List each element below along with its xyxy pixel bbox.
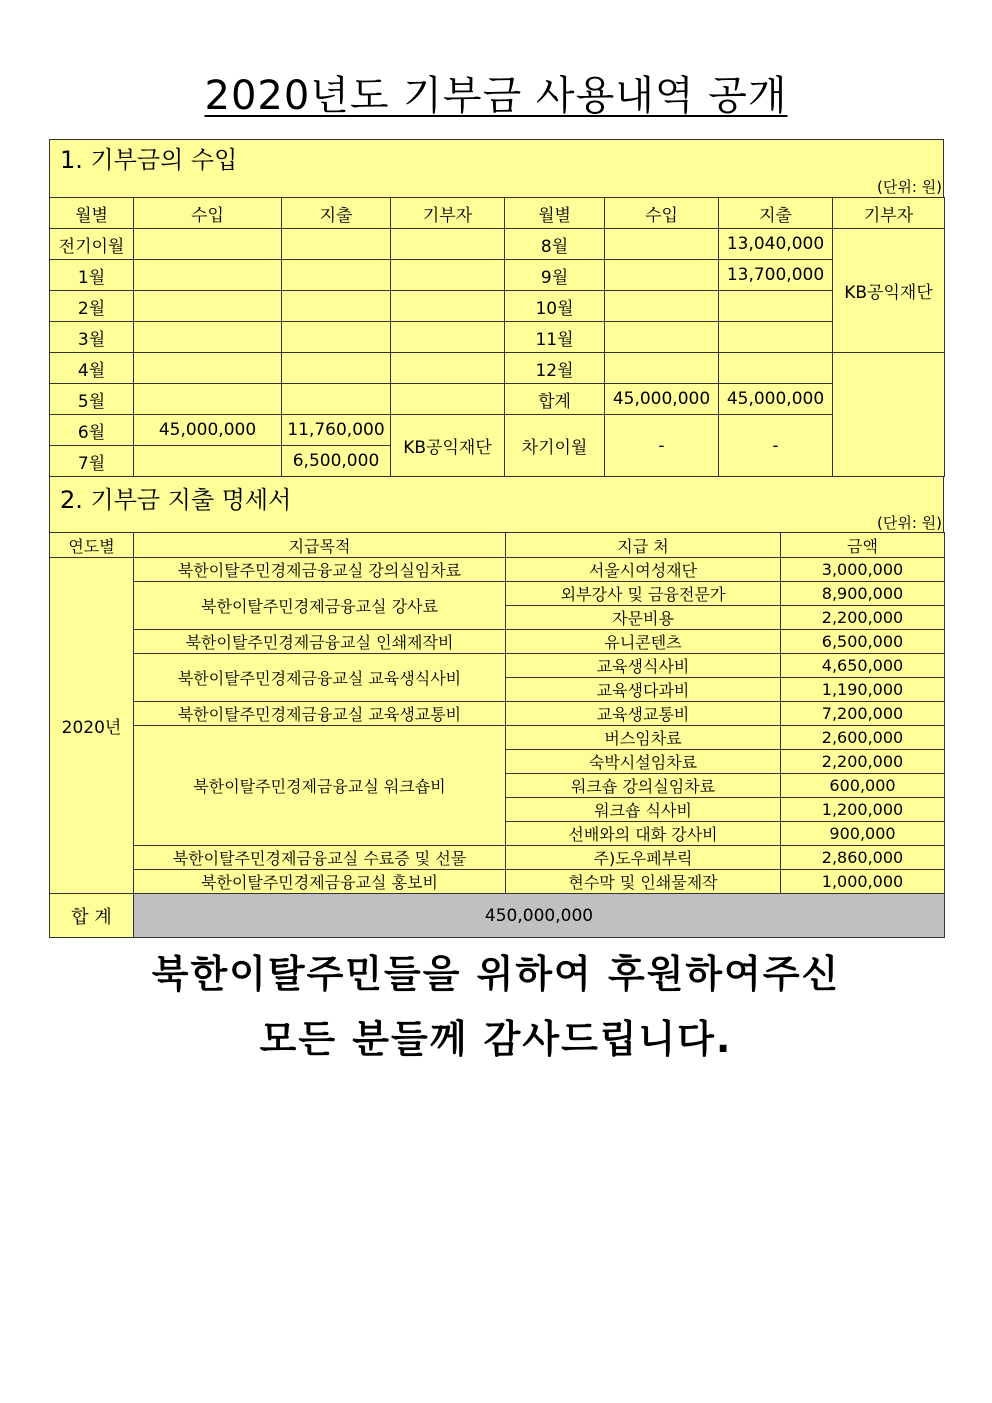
income-cell: [605, 229, 719, 260]
payee-cell: 워크숍 식사비: [506, 798, 781, 822]
month-cell: 5월: [50, 384, 134, 415]
income-cell: [134, 446, 282, 477]
purpose-cell: 북한이탈주민경제금융교실 교육생교통비: [134, 702, 506, 726]
expense-table: [49, 532, 945, 938]
month-cell: 12월: [505, 353, 605, 384]
payee-cell: 교육생식사비: [506, 654, 781, 678]
total-row: [50, 894, 945, 938]
donor-cell: [391, 353, 505, 384]
income-cell: [605, 260, 719, 291]
total-value: 450,000,000: [134, 894, 945, 938]
donor-cell: [391, 291, 505, 322]
month-cell: 차기이월: [505, 415, 605, 477]
income-cell: 45,000,000: [134, 415, 282, 446]
page-title-text: 2020년도 기부금 사용내역 공개: [204, 73, 788, 119]
payee-cell: 서울시여성재단: [506, 558, 781, 582]
month-cell: 9월: [505, 260, 605, 291]
expense-header-row: [50, 533, 945, 558]
income-cell: [134, 229, 282, 260]
month-cell: 합계: [505, 384, 605, 415]
page-title: [0, 64, 992, 121]
expense-cell: 13,700,000: [719, 260, 833, 291]
donor-cell: KB공익재단: [391, 415, 505, 477]
amount-cell: 2,600,000: [781, 726, 945, 750]
expense-cell: -: [719, 415, 833, 477]
header-cell: 연도별: [50, 533, 134, 558]
expense-cell: [282, 229, 391, 260]
purpose-cell: 북한이탈주민경제금융교실 강의실임차료: [134, 558, 506, 582]
table-row: [50, 229, 945, 260]
month-cell: 전기이월: [50, 229, 134, 260]
payee-cell: 숙박시설임차료: [506, 750, 781, 774]
donor-cell: [391, 229, 505, 260]
section1-unit: (단위: 원): [877, 178, 942, 196]
table-row: [50, 654, 945, 678]
purpose-cell: 북한이탈주민경제금융교실 강사료: [134, 582, 506, 630]
month-cell: 8월: [505, 229, 605, 260]
amount-cell: 3,000,000: [781, 558, 945, 582]
table-row: [50, 353, 945, 384]
purpose-cell: 북한이탈주민경제금융교실 인쇄제작비: [134, 630, 506, 654]
table-row: [50, 726, 945, 750]
income-header-row: [50, 198, 945, 229]
expense-cell: [282, 260, 391, 291]
header-cell: 수입: [134, 198, 282, 229]
payee-cell: 교육생교통비: [506, 702, 781, 726]
expense-cell: [282, 384, 391, 415]
payee-cell: 유니콘텐츠: [506, 630, 781, 654]
closing-line-2: 모든 분들께 감사드립니다.: [259, 1017, 733, 1061]
table-row: [50, 870, 945, 894]
amount-cell: 2,200,000: [781, 750, 945, 774]
expense-cell: 45,000,000: [719, 384, 833, 415]
year-cell: 2020년: [50, 558, 134, 894]
table-row: [50, 291, 945, 322]
payee-cell: 선배와의 대화 강사비: [506, 822, 781, 846]
purpose-cell: 북한이탈주민경제금융교실 교육생식사비: [134, 654, 506, 702]
section2-heading: 2. 기부금 지출 명세서: [60, 486, 292, 514]
amount-cell: 7,200,000: [781, 702, 945, 726]
table-row: [50, 630, 945, 654]
header-cell: 기부자: [833, 198, 945, 229]
header-cell: 지급 처: [506, 533, 781, 558]
header-cell: 월별: [50, 198, 134, 229]
donor-cell-empty: [833, 353, 945, 477]
income-cell: [134, 384, 282, 415]
table-row: [50, 846, 945, 870]
income-table: [49, 197, 945, 477]
table-row: [50, 415, 945, 446]
table-row: [50, 558, 945, 582]
payee-cell: 자문비용: [506, 606, 781, 630]
amount-cell: 1,200,000: [781, 798, 945, 822]
payee-cell: 외부강사 및 금융전문가: [506, 582, 781, 606]
expense-cell: [719, 353, 833, 384]
table-row: [50, 384, 945, 415]
amount-cell: 1,190,000: [781, 678, 945, 702]
expense-cell: [282, 291, 391, 322]
donor-cell: [391, 384, 505, 415]
amount-cell: 8,900,000: [781, 582, 945, 606]
header-cell: 기부자: [391, 198, 505, 229]
expense-cell: 11,760,000: [282, 415, 391, 446]
payee-cell: 버스임차료: [506, 726, 781, 750]
header-cell: 지출: [282, 198, 391, 229]
expense-cell: [719, 291, 833, 322]
donor-cell: [391, 322, 505, 353]
payee-cell: 현수막 및 인쇄물제작: [506, 870, 781, 894]
expense-cell: [282, 353, 391, 384]
expense-cell: 6,500,000: [282, 446, 391, 477]
expense-cell: [719, 322, 833, 353]
income-cell: [605, 291, 719, 322]
expense-cell: [282, 322, 391, 353]
section2-unit: (단위: 원): [877, 514, 942, 532]
amount-cell: 600,000: [781, 774, 945, 798]
amount-cell: 4,650,000: [781, 654, 945, 678]
month-cell: 4월: [50, 353, 134, 384]
header-cell: 지급목적: [134, 533, 506, 558]
header-cell: 지출: [719, 198, 833, 229]
amount-cell: 2,860,000: [781, 846, 945, 870]
expense-cell: 13,040,000: [719, 229, 833, 260]
donor-cell: KB공익재단: [833, 229, 945, 353]
donor-cell: [391, 260, 505, 291]
total-label: 합 계: [50, 894, 134, 938]
purpose-cell: 북한이탈주민경제금융교실 홍보비: [134, 870, 506, 894]
payee-cell: 주)도우페부릭: [506, 846, 781, 870]
income-cell: [605, 322, 719, 353]
payee-cell: 워크숍 강의실임차료: [506, 774, 781, 798]
month-cell: 3월: [50, 322, 134, 353]
month-cell: 6월: [50, 415, 134, 446]
income-cell: [134, 322, 282, 353]
month-cell: 10월: [505, 291, 605, 322]
table-row: [50, 322, 945, 353]
amount-cell: 900,000: [781, 822, 945, 846]
month-cell: 7월: [50, 446, 134, 477]
income-cell: -: [605, 415, 719, 477]
month-cell: 2월: [50, 291, 134, 322]
header-cell: 월별: [505, 198, 605, 229]
purpose-cell: 북한이탈주민경제금융교실 워크숍비: [134, 726, 506, 846]
table-row: [50, 582, 945, 606]
table-row: [50, 260, 945, 291]
header-cell: 수입: [605, 198, 719, 229]
month-cell: 1월: [50, 260, 134, 291]
payee-cell: 교육생다과비: [506, 678, 781, 702]
amount-cell: 1,000,000: [781, 870, 945, 894]
section1-heading: 1. 기부금의 수입: [60, 146, 238, 174]
income-cell: [134, 260, 282, 291]
amount-cell: 2,200,000: [781, 606, 945, 630]
purpose-cell: 북한이탈주민경제금융교실 수료증 및 선물: [134, 846, 506, 870]
month-cell: 11월: [505, 322, 605, 353]
table-row: [50, 702, 945, 726]
income-cell: 45,000,000: [605, 384, 719, 415]
amount-cell: 6,500,000: [781, 630, 945, 654]
closing-line-1: 북한이탈주민들을 위하여 후원하여주신: [151, 952, 841, 996]
income-cell: [605, 353, 719, 384]
income-cell: [134, 353, 282, 384]
header-cell: 금액: [781, 533, 945, 558]
income-cell: [134, 291, 282, 322]
